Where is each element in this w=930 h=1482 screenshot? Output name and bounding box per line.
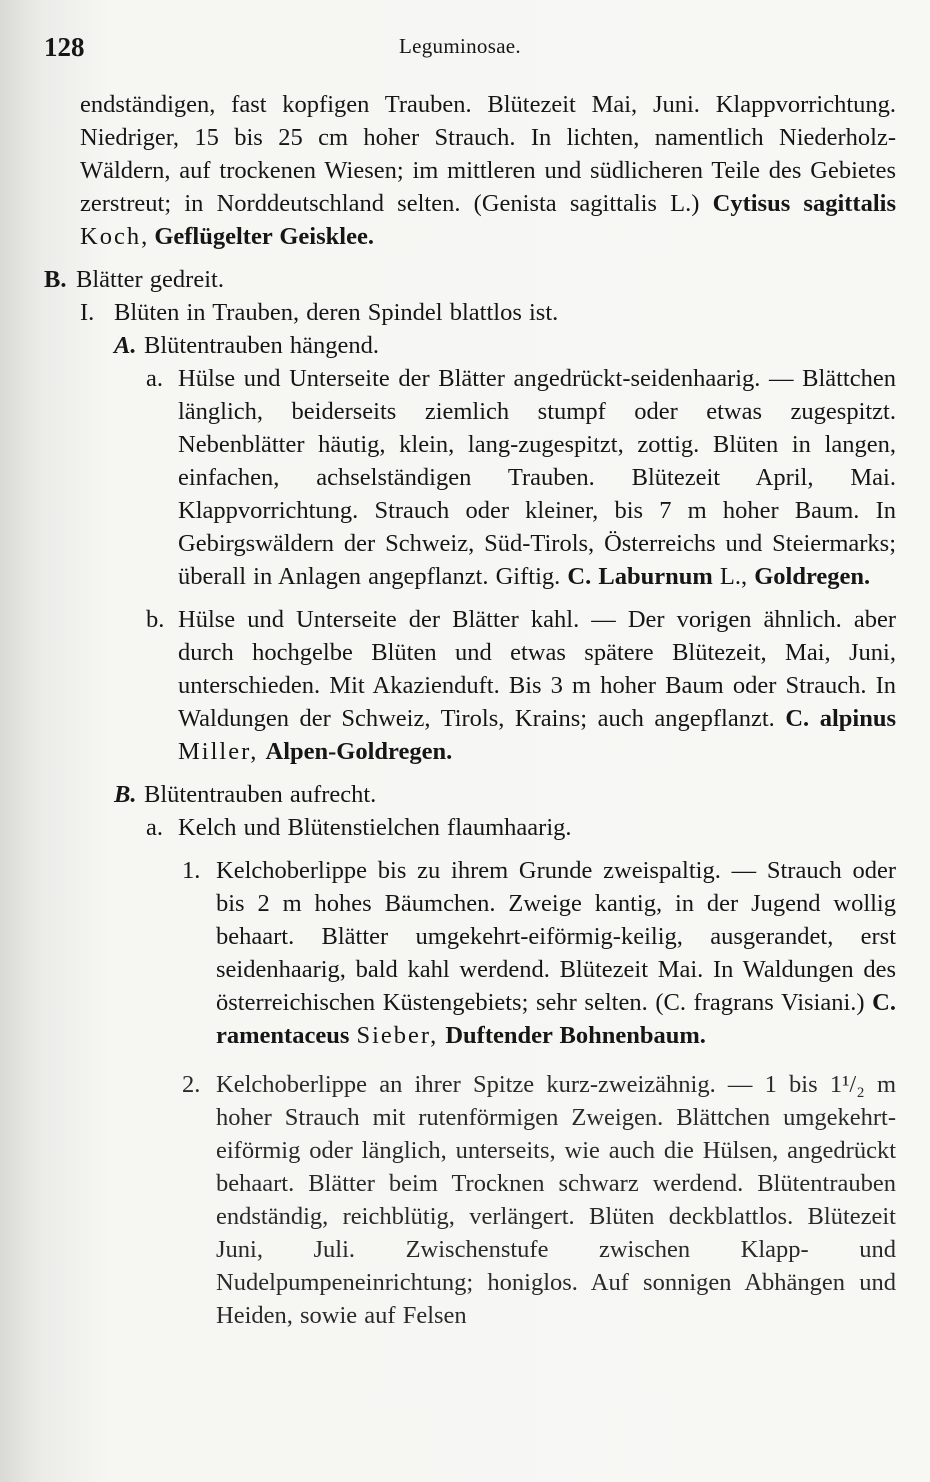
entry-text-continued: m hoher Strauch mit rutenförmigen Zweigen. Blättchen umgekehrt-eiförmig oder länglich, unterseits, wie auch die Hülsen, angedrückt behaart. Blätter beim Trocknen schwarz werdend. Blütentrauben endständig, reichblütig, verlängert. Blüten deckblattlos. Blütezeit Juni, Juli. Zwischenstufe zwischen Klapp- und Nudelpumpeneinrichtung; honiglos. Auf sonnigen Abhängen und Heiden, sowie auf Felsen bbox=[216, 1071, 897, 1329]
key-marker: 1. bbox=[182, 857, 201, 884]
running-head: Leguminosae. bbox=[399, 34, 521, 58]
height-fraction: 1¹/₂ bbox=[829, 1071, 865, 1098]
species-name: Cytisus sagittalis bbox=[712, 190, 896, 217]
continuation-paragraph: endständigen, fast kopfigen Trauben. Blütezeit Mai, Juni. Klappvorrichtung. Niedriger, 15 bis 25 cm hoher Strauch. In lichten, namentlich Niederholz-Wäldern, auf trockenen Wiesen; im mittleren und südlicheren Teile des Gebietes zerstreut; in Norddeutschland selten. (Genista sagittalis L.) Cytisus sagittalis Koch, Geflügelter Geisklee. bbox=[80, 91, 896, 250]
key-text: Blätter gedreit. bbox=[76, 266, 224, 293]
entry-text: Hülse und Unterseite der Blätter kahl. — Der vorigen ähnlich. aber durch hochgelbe Blüten und etwas spätere Blütezeit, Mai, Juni, unterschieden. Mit Akazienduft. Bis 3 m hoher Baum oder Strauch. In Waldungen der Schweiz, Tirols, Krains; auch angepflanzt. bbox=[178, 606, 896, 732]
key-level-B bbox=[44, 263, 896, 296]
key-level-A bbox=[44, 329, 896, 362]
key-text: Kelch und Blütenstielchen flaumhaarig. bbox=[178, 814, 572, 841]
key-level-B-upright bbox=[44, 778, 896, 811]
species-author: Sieber, bbox=[356, 1022, 439, 1049]
key-entry-2 bbox=[44, 1068, 896, 1332]
entry-text: Kelchoberlippe bis zu ihrem Grunde zweispaltig. — Strauch oder bis 2 m hohes Bäumchen. Zweige kantig, in der Jugend wollig behaart. Blätter umgekehrt-eiförmig-keilig, ausgerandet, erst seidenhaarig, bald kahl werdend. Blütezeit Mai. In Waldungen des österreichischen Küstengebiets; sehr selten. (C. fragrans Visiani.) bbox=[216, 857, 896, 1016]
key-marker: 2. bbox=[182, 1071, 201, 1098]
species-name: C. alpinus bbox=[785, 705, 897, 732]
key-marker: B. bbox=[114, 781, 137, 808]
species-author: Miller, bbox=[178, 738, 259, 765]
key-marker: A. bbox=[114, 332, 137, 359]
key-text: Blüten in Trauben, deren Spindel blattlos ist. bbox=[114, 299, 559, 326]
species-author: L., bbox=[719, 563, 748, 590]
key-level-I bbox=[44, 296, 896, 329]
page-number: 128 bbox=[44, 32, 85, 62]
species-name: C. ramentaceus bbox=[216, 989, 896, 1049]
key-entry-laburnum bbox=[44, 362, 896, 593]
entry-text: Hülse und Unterseite der Blätter angedrückt-seidenhaarig. — Blättchen länglich, beiderseits ziemlich stumpf oder etwas zugespitzt. Nebenblätter häutig, klein, lang-zugespitzt, zottig. Blüten in langen, einfachen, achselständigen Trauben. Blütezeit April, Mai. Klappvorrichtung. Strauch oder kleiner, bis 7 m hoher Baum. In Gebirgswäldern der Schweiz, Süd-Tirols, Österreichs und Steiermarks; überall in Anlagen angepflanzt. Giftig. bbox=[178, 365, 896, 590]
species-author: Koch bbox=[80, 223, 142, 250]
key-marker: b. bbox=[146, 606, 165, 633]
common-name: Geflügelter Geisklee. bbox=[154, 223, 374, 250]
key-entry-ramentaceus bbox=[44, 854, 896, 1052]
common-name: Goldregen. bbox=[754, 563, 871, 590]
key-entry-alpinus bbox=[44, 603, 896, 768]
page-header bbox=[44, 32, 890, 68]
common-name: Duftender Bohnenbaum. bbox=[445, 1022, 706, 1049]
key-level-a bbox=[44, 811, 896, 844]
key-text: Blütentrauben hängend. bbox=[144, 332, 380, 359]
entry-text: Kelchoberlippe an ihrer Spitze kurz-zweizähnig. — 1 bis bbox=[216, 1071, 818, 1098]
page-body bbox=[44, 88, 896, 1332]
key-marker: a. bbox=[146, 365, 163, 392]
key-marker: B. bbox=[44, 266, 67, 293]
key-marker: I. bbox=[80, 299, 95, 326]
key-marker: a. bbox=[146, 814, 163, 841]
common-name: Alpen-Goldregen. bbox=[265, 738, 453, 765]
species-name: C. Laburnum bbox=[567, 563, 713, 590]
key-text: Blütentrauben aufrecht. bbox=[144, 781, 377, 808]
paragraph-text: endständigen, fast kopfigen Trauben. Blütezeit Mai, Juni. Klappvorrichtung. Niedriger, 15 bis 25 cm hoher Strauch. In lichten, namentlich Niederholz-Wäldern, auf trockenen Wiesen; im mittleren und südlicheren Teile des Gebietes zerstreut; in Norddeutschland selten. (Genista sagittalis L.) bbox=[80, 91, 896, 217]
